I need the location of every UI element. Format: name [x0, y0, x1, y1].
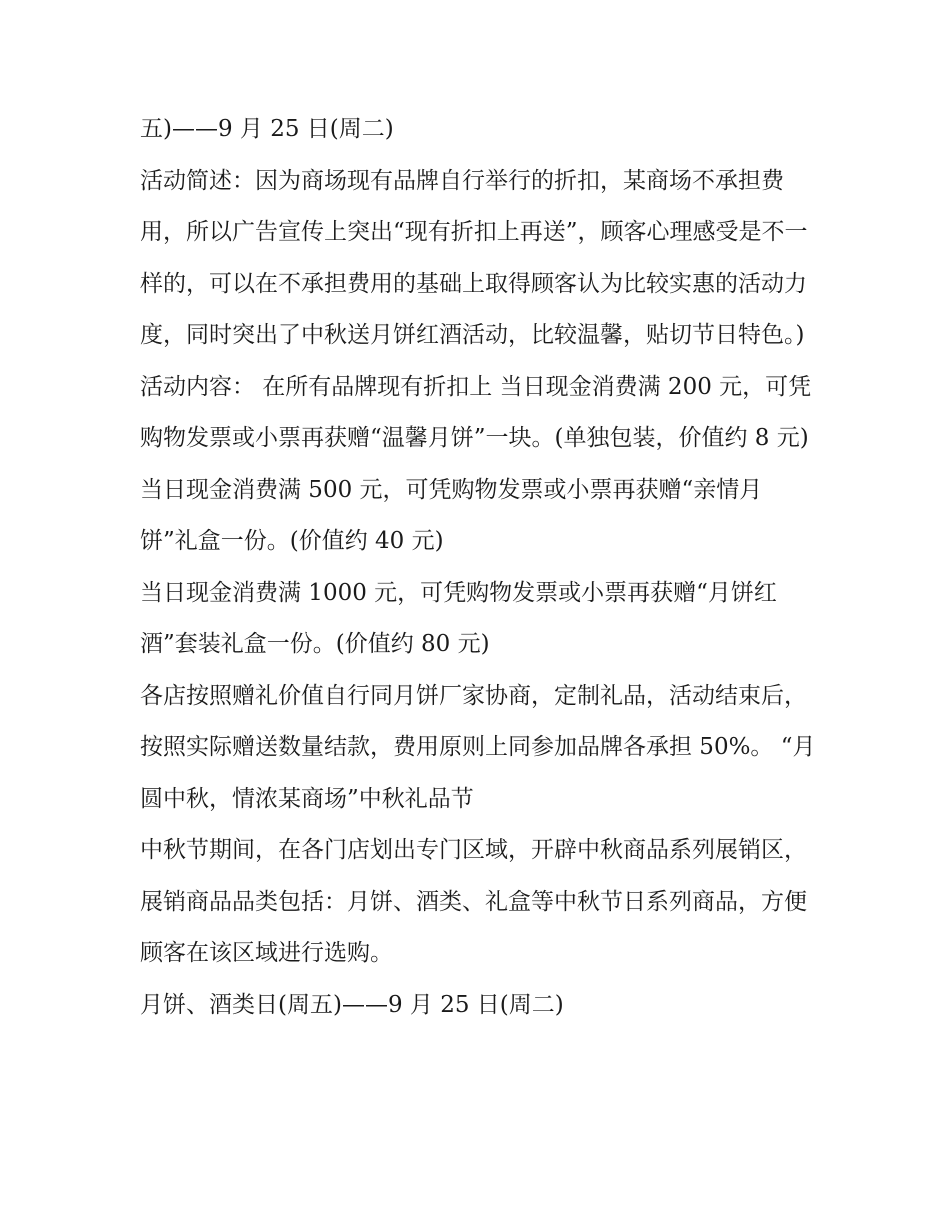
paragraph-activity-summary: 活动简述：因为商场现有品牌自行举行的折扣，某商场不承担费用，所以广告宣传上突出“现有折扣上再送”，顾客心理感受是不一样的，可以在不承担费用的基础上取得顾客认为比较实惠的活动力度，同时突出了中秋送月饼红酒活动，比较温馨，贴切节日特色。) — [140, 167, 808, 348]
paragraph-exhibition-area: 中秋节期间，在各门店划出专门区域，开辟中秋商品系列展销区，展销商品品类包括：月饼、酒类、礼盒等中秋节日系列商品，方便顾客在该区域进行选购。 — [140, 837, 807, 966]
document-body — [140, 104, 820, 1031]
paragraph-activity-content: 活动内容： 在所有品牌现有折扣上 当日现金消费满 200 元，可凭购物发票或小票再获赠“温馨月饼”一块。(单独包装，价值约 8 元) — [140, 373, 812, 451]
paragraph-date-range: 五)——9 月 25 日(周二) — [140, 116, 394, 142]
paragraph-store-arrangement: 各店按照赠礼价值自行同月饼厂家协商，定制礼品，活动结束后，按照实际赠送数量结款，费用原则上同参加品牌各承担 50%。 “月圆中秋，情浓某商场”中秋礼品节 — [140, 682, 816, 812]
paragraph-tier-500: 当日现金消费满 500 元，可凭购物发票或小票再获赠“亲情月饼”礼盒一份。(价值约 40 元) — [140, 476, 763, 554]
paragraph-mooncake-wine-day: 月饼、酒类日(周五)——9 月 25 日(周二) — [140, 991, 564, 1018]
paragraph-tier-1000: 当日现金消费满 1000 元，可凭购物发票或小票再获赠“月饼红酒”套装礼盒一份。(价值约 80 元) — [140, 579, 777, 657]
